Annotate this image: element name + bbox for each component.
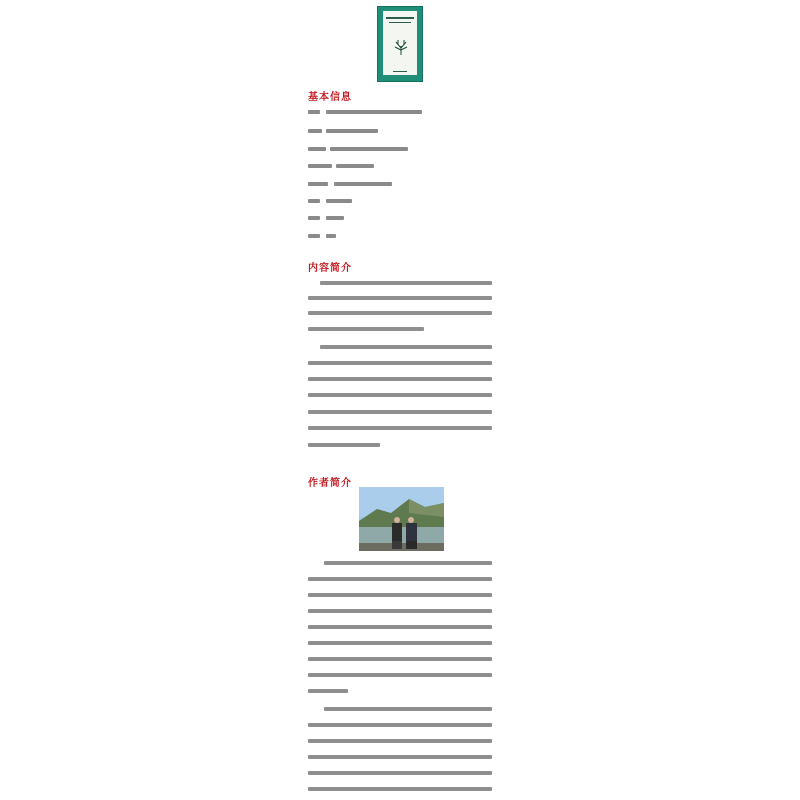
meta-row (308, 107, 422, 117)
meta-row (308, 144, 408, 154)
meta-row (308, 126, 378, 136)
basic-info-heading: 基本信息 (308, 92, 352, 103)
meta-row (308, 231, 336, 241)
meta-row (308, 213, 344, 223)
meta-row (308, 161, 374, 171)
meta-row (308, 196, 352, 206)
author-heading: 作者简介 (308, 478, 352, 489)
cover-tree-icon (392, 39, 410, 55)
meta-row (308, 179, 392, 189)
author-photo (359, 487, 444, 551)
intro-heading: 内容简介 (308, 263, 352, 274)
book-cover-image (377, 6, 423, 82)
